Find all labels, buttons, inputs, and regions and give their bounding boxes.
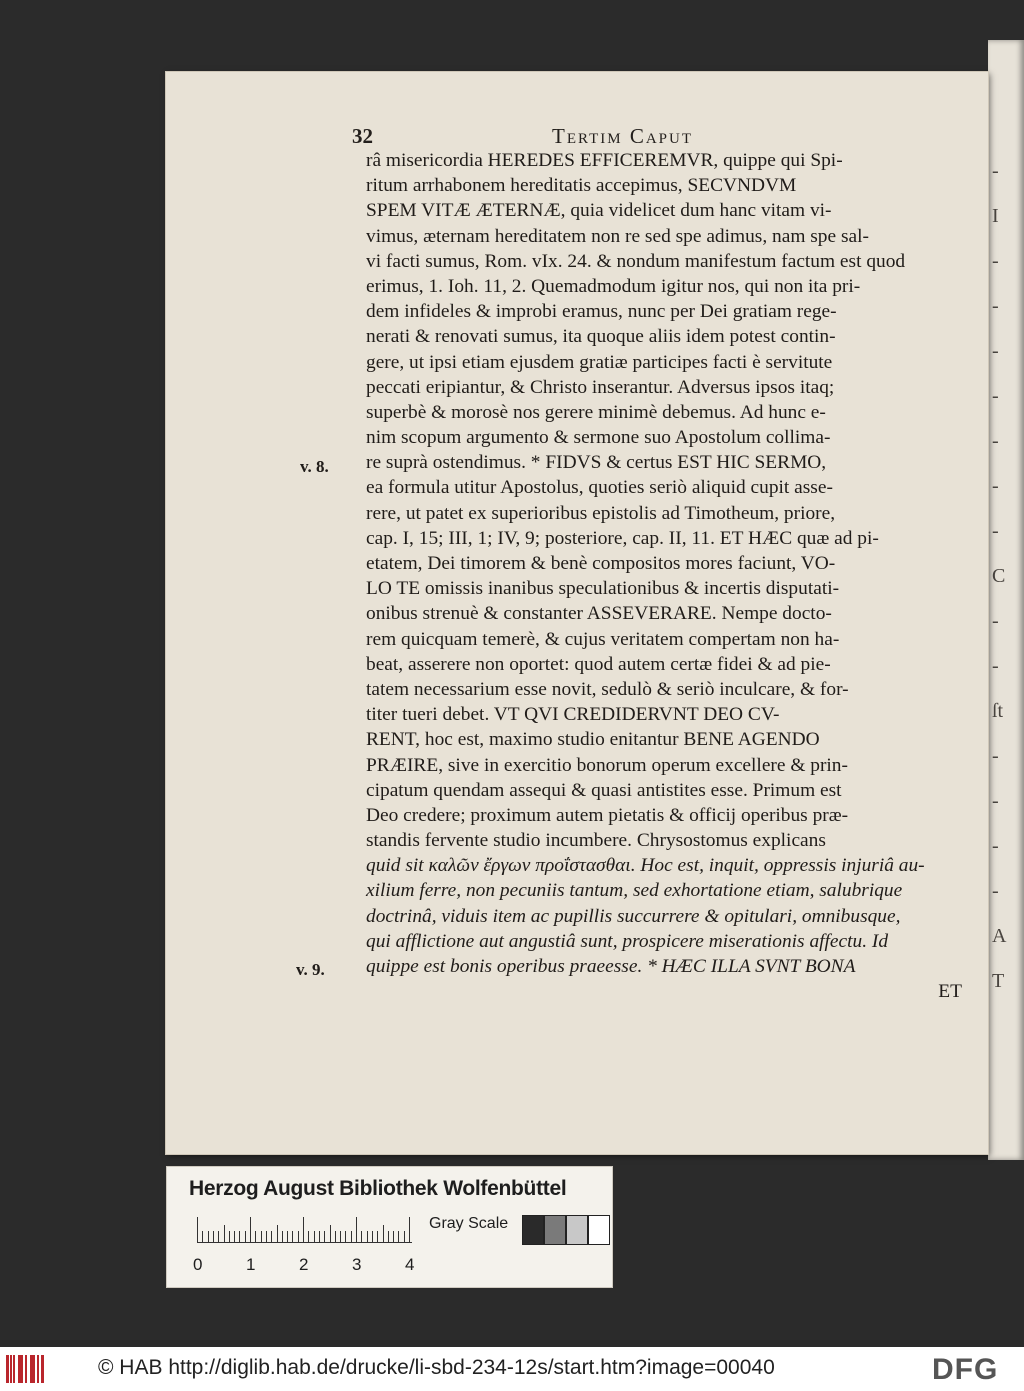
next-page-edge-char: -: [992, 475, 999, 497]
text-line: quippe est bonis operibus praeesse. * HÆC ILLA SVNT BONA: [366, 956, 856, 977]
next-page-edge-char: -: [992, 385, 999, 407]
book-page: [166, 72, 988, 1154]
next-page-edge-char: C: [992, 565, 1006, 587]
ruler-tick: [282, 1231, 283, 1243]
next-page-edge-char: -: [992, 610, 999, 632]
margin-note-verse-8: v. 8.: [300, 457, 329, 476]
ruler-tick: [245, 1231, 246, 1243]
text-line: beat, asserere non oportet: quod autem certæ fidei & ad pie-: [366, 653, 831, 675]
ruler-tick: [356, 1217, 357, 1243]
ruler-tick: [377, 1231, 378, 1243]
library-name: Herzog August Bibliothek Wolfenbüttel: [189, 1177, 567, 1200]
next-page-edge-char: ſt: [992, 700, 1004, 722]
gray-swatch-2: [544, 1215, 566, 1245]
ruler-tick: [345, 1231, 346, 1243]
text-line: nim scopum argumento & sermone suo Apostolum collima-: [366, 427, 831, 449]
text-line: LO TE omissis inanibus speculationibus & incertis disputati-: [366, 578, 840, 600]
footer-bar: [0, 1347, 1024, 1391]
next-page-edge-char: -: [992, 340, 999, 362]
next-page-edge-char: T: [992, 970, 1005, 992]
text-line: etatem, Dei timorem & benè compositos mores faciunt, VO-: [366, 553, 836, 574]
text-line: SPEM VITÆ ÆTERNÆ, quia videlicet dum hanc vitam vi-: [366, 200, 832, 222]
text-line: gere, ut ipsi etiam ejusdem gratiæ participes facti è servitute: [366, 351, 833, 373]
text-line: PRÆIRE, sive in exercitio bonorum operum excellere & prin-: [366, 754, 848, 776]
ruler-tick: [388, 1231, 389, 1243]
text-line: qui afflictione aut angustiâ sunt, prospicere miserationis affectu. Id: [366, 930, 889, 952]
text-line: râ misericordia HEREDES EFFICEREMVR, quippe qui Spi-: [366, 150, 843, 171]
text-line: ET: [938, 981, 962, 1003]
ruler-tick: [292, 1231, 293, 1243]
ruler-label-2: 2: [299, 1255, 309, 1274]
ruler-tick: [393, 1231, 394, 1243]
next-page-edge-char: A: [992, 925, 1007, 947]
page-header: [352, 124, 952, 150]
text-line: quid sit καλῶν ἔργων προΐστασθαι. Hoc est, inquit, oppressis injuriâ au-: [366, 855, 925, 877]
next-page-edge-char: -: [992, 430, 999, 452]
text-line: xilium ferre, non pecuniis tantum, sed exhortatione etiam, salubrique: [366, 880, 903, 902]
copyright-link[interactable]: © HAB http://diglib.hab.de/drucke/li-sbd-234-12s/start.htm?image=00040: [98, 1356, 775, 1379]
ruler-tick: [261, 1231, 262, 1243]
ruler-tick: [229, 1231, 230, 1243]
text-line: doctrinâ, viduis item ac pupillis succurrere & opitulari, omnibusque,: [366, 905, 901, 927]
text-line: standis fervente studio incumbere. Chrysostomus explicans: [366, 830, 826, 852]
text-line: erimus, 1. Ioh. 11, 2. Quemadmodum igitur nos, qui non ita pri-: [366, 275, 861, 297]
text-line: cap. I, 15; III, 1; IV, 9; posteriore, cap. II, 11. ET HÆC quæ ad pi-: [366, 527, 879, 549]
ruler-tick: [404, 1231, 405, 1243]
hab-logo-icon: [6, 1355, 46, 1383]
next-page-edge-char: I: [992, 205, 999, 227]
centimeter-ruler: [197, 1215, 412, 1243]
ruler-tick: [266, 1231, 267, 1243]
ruler-tick: [202, 1231, 203, 1243]
page-body-text: [366, 148, 962, 1004]
ruler-tick: [277, 1225, 278, 1243]
next-page-edge-char: -: [992, 790, 999, 812]
ruler-tick: [271, 1231, 272, 1243]
gray-swatch-4: [588, 1215, 610, 1245]
ruler-tick: [287, 1231, 288, 1243]
next-page-edge-char: -: [992, 520, 999, 542]
next-page-edge-char: -: [992, 745, 999, 767]
ruler-tick: [340, 1231, 341, 1243]
text-line: rere, ut patet ex superioribus epistolis ad Timotheum, priore,: [366, 502, 836, 524]
text-line: ritum arrhabonem hereditatis accepimus, SECVNDVM: [366, 175, 797, 197]
text-line: dem infideles & improbi eramus, nunc per Dei gratiam rege-: [366, 301, 837, 323]
ruler-tick: [208, 1231, 209, 1243]
ruler-label-4: 4: [405, 1255, 415, 1274]
ruler-tick: [367, 1231, 368, 1243]
text-line: peccati eripiantur, & Christo inserantur. Adversus ipsos itaq;: [366, 376, 835, 398]
ruler-label-3: 3: [352, 1255, 362, 1274]
gray-scale-label: Gray Scale: [429, 1215, 509, 1232]
ruler-tick: [308, 1231, 309, 1243]
next-page-edge-char: -: [992, 880, 999, 902]
ruler-tick: [319, 1231, 320, 1243]
text-line: rem quicquam temerè, & cujus veritatem compertam non ha-: [366, 628, 840, 650]
next-page-edge-char: -: [992, 250, 999, 272]
text-line: RENT, hoc est, maximo studio enitantur BENE AGENDO: [366, 729, 820, 751]
ruler-tick: [335, 1231, 336, 1243]
ruler-tick: [398, 1231, 399, 1243]
ruler-tick: [255, 1231, 256, 1243]
ruler-tick: [234, 1231, 235, 1243]
ruler-tick: [250, 1217, 251, 1243]
ruler-tick: [330, 1225, 331, 1243]
text-line: superbè & morosè nos gerere minimè debemus. Ad hunc e-: [366, 401, 826, 423]
ruler-tick: [213, 1231, 214, 1243]
ruler-tick: [409, 1217, 410, 1243]
ruler-label-1: 1: [246, 1255, 256, 1274]
ruler-tick: [324, 1231, 325, 1243]
ruler-tick: [298, 1231, 299, 1243]
next-page-edge-char: -: [992, 160, 999, 182]
text-line: vi facti sumus, Rom. vIx. 24. & nondum manifestum factum est quod: [366, 250, 906, 272]
color-calibration-bar: [166, 1166, 613, 1288]
text-line: cipatum quendam assequi & quasi antistites esse. Primum est: [366, 779, 842, 801]
ruler-tick: [383, 1225, 384, 1243]
ruler-label-0: 0: [193, 1255, 203, 1274]
text-line: re suprà ostendimus. * FIDVS & certus EST HIC SERMO,: [366, 452, 827, 474]
gray-swatch-3: [566, 1215, 588, 1245]
text-line: vimus, æternam hereditatem non re sed spe adimus, nam spe sal-: [366, 225, 869, 247]
text-line: Deo credere; proximum autem pietatis & officij operibus præ-: [366, 804, 849, 826]
ruler-tick: [303, 1217, 304, 1243]
text-line: nerati & renovati sumus, ita quoque aliis idem potest contin-: [366, 326, 836, 348]
ruler-tick: [224, 1225, 225, 1243]
ruler-tick: [197, 1217, 198, 1243]
dfg-logo: DFG: [932, 1353, 999, 1386]
ruler-tick: [372, 1231, 373, 1243]
ruler-tick: [239, 1231, 240, 1243]
margin-note-verse-9: v. 9.: [296, 960, 325, 979]
gray-swatch-1: [522, 1215, 544, 1245]
ruler-tick: [218, 1231, 219, 1243]
page-number: 32: [352, 124, 373, 148]
text-line: titer tueri debet. VT QVI CREDIDERVNT DEO CV-: [366, 704, 780, 726]
ruler-tick: [361, 1231, 362, 1243]
running-head: Tertim Caput: [552, 124, 694, 148]
next-page-edge-char: -: [992, 835, 999, 857]
next-page-edge-char: -: [992, 295, 999, 317]
text-line: ea formula utitur Apostolus, quoties seriò aliquid cupit asse-: [366, 477, 833, 499]
ruler-tick: [314, 1231, 315, 1243]
ruler-tick: [351, 1231, 352, 1243]
next-page-edge-char: -: [992, 655, 999, 677]
text-line: tatem necessarium esse novit, sedulò & seriò inculcare, & for-: [366, 678, 849, 700]
next-page-edge: [988, 40, 1024, 1160]
text-line: onibus strenuè & constanter ASSEVERARE. Nempe docto-: [366, 603, 832, 625]
